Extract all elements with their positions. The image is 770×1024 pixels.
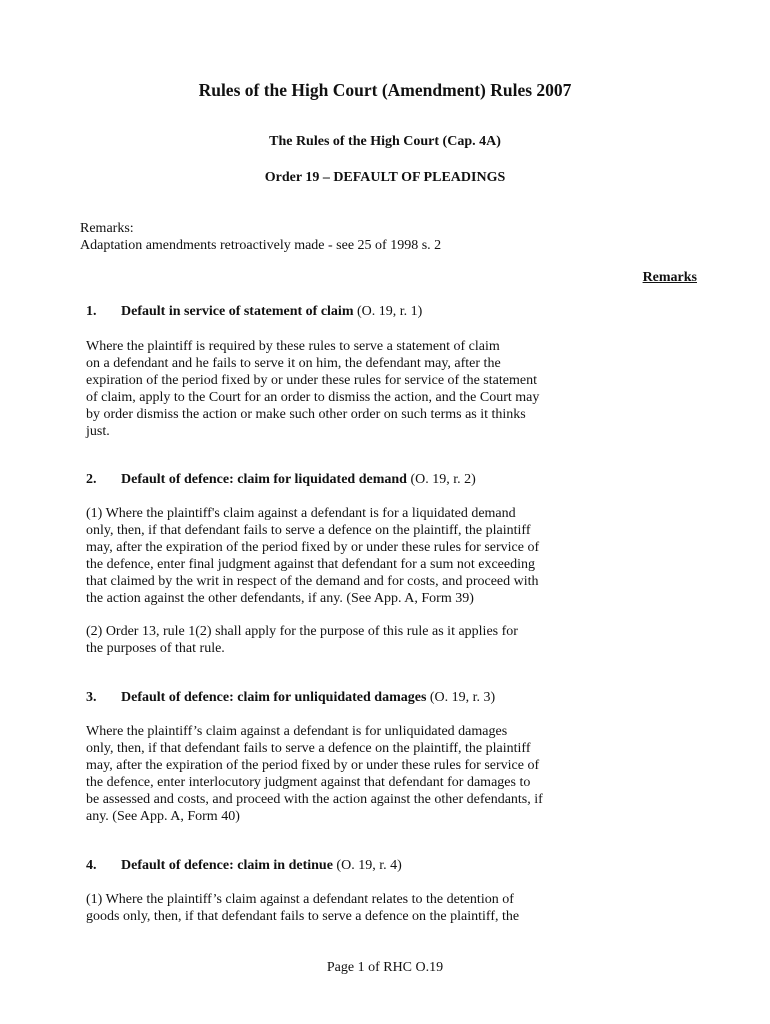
rule-3-paragraph: Where the plaintiff’s claim against a defendant is for unliquidated damages only, then, if that defendant fails to serve a defence on the plaintiff, the plaintiff may, after the expiration of the period fixed by or under these rules for service of the defence, enter interlocutory judgment against that defendant for damages to be assessed and costs, and proceed with the action against the other defendants, if any. (See App. A, Form 40) bbox=[86, 724, 543, 824]
rule-reference: (O. 19, r. 4) bbox=[332, 858, 402, 873]
remarks-note: Adaptation amendments retroactively made - see 25 of 1998 s. 2 bbox=[80, 238, 442, 253]
rule-2-heading bbox=[86, 472, 686, 488]
rule-number: 1. bbox=[86, 304, 97, 319]
page-footer: Page 1 of RHC O.19 bbox=[326, 960, 444, 975]
rule-number: 2. bbox=[86, 472, 97, 487]
rule-heading-text: Default in service of statement of claim bbox=[121, 304, 354, 319]
document-title: Rules of the High Court (Amendment) Rules 2007 bbox=[198, 80, 572, 100]
rule-number: 4. bbox=[86, 858, 97, 873]
remarks-column-heading: Remarks bbox=[642, 270, 697, 285]
rule-2-paragraph-2: (2) Order 13, rule 1(2) shall apply for the purpose of this rule as it applies for the purposes of that rule. bbox=[86, 624, 518, 656]
rule-4-paragraph: (1) Where the plaintiff’s claim against a defendant relates to the detention of goods only, then, if that defendant fails to serve a defence on the plaintiff, the bbox=[86, 892, 520, 924]
rule-1-heading bbox=[86, 304, 686, 320]
cap-subtitle: The Rules of the High Court (Cap. 4A) bbox=[269, 134, 501, 149]
rule-4-heading bbox=[86, 858, 686, 874]
rule-reference: (O. 19, r. 3) bbox=[426, 690, 496, 705]
rule-number: 3. bbox=[86, 690, 97, 705]
rule-heading-text: Default of defence: claim for liquidated demand bbox=[121, 472, 407, 487]
rule-1-paragraph: Where the plaintiff is required by these rules to serve a statement of claim on a defendant and he fails to serve it on him, the defendant may, after the expiration of the period fixed by or under these rules for service of the statement of claim, apply to the Court for an order to dismiss the action, and the Court may by order dismiss the action or make such other order on such terms as it thinks just. bbox=[86, 339, 540, 439]
rule-reference: (O. 19, r. 1) bbox=[353, 304, 423, 319]
remarks-label: Remarks: bbox=[80, 221, 134, 236]
rule-reference: (O. 19, r. 2) bbox=[406, 472, 476, 487]
order-subtitle: Order 19 – DEFAULT OF PLEADINGS bbox=[264, 170, 506, 185]
rule-3-heading bbox=[86, 690, 686, 706]
rule-2-paragraph-1: (1) Where the plaintiff's claim against a defendant is for a liquidated demand only, then, if that defendant fails to serve a defence on the plaintiff, the plaintiff may, after the expiration of the period fixed by or under these rules for service of the defence, enter final judgment against that defendant for a sum not exceeding that claimed by the writ in respect of the demand and for costs, and proceed with the action against the other defendants, if any. (See App. A, Form 39) bbox=[86, 506, 540, 606]
rule-heading-text: Default of defence: claim in detinue bbox=[121, 858, 333, 873]
rule-heading-text: Default of defence: claim for unliquidated damages bbox=[121, 690, 427, 705]
